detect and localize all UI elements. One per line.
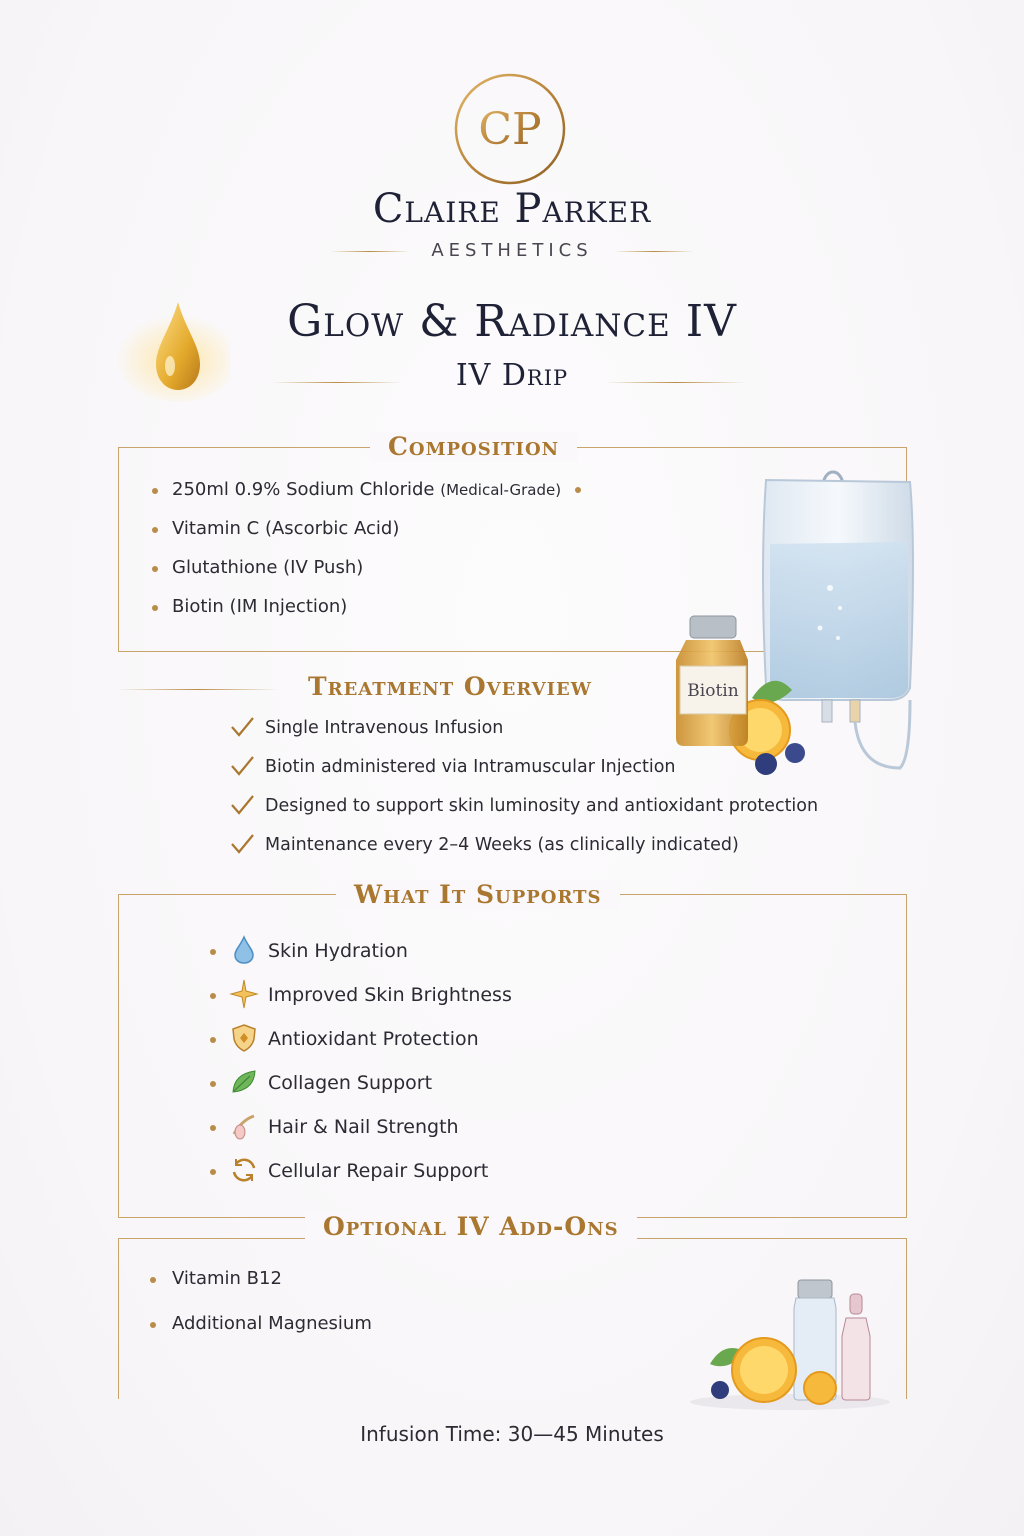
bullet-dot	[150, 1322, 156, 1328]
renew-cycle-icon	[228, 1154, 260, 1186]
list-item	[172, 479, 581, 518]
composition-list	[172, 479, 581, 635]
support-item-label: Antioxidant Protection	[268, 1028, 479, 1050]
check-icon	[229, 716, 255, 738]
treatment-title: Glow & Radiance IV	[287, 296, 737, 347]
support-item-label: Cellular Repair Support	[268, 1160, 489, 1182]
leaf-icon	[228, 1066, 260, 1098]
composition-item-note: (Medical-Grade)	[440, 481, 562, 499]
cp-monogram-logo	[453, 72, 567, 186]
bullet-dot	[152, 527, 158, 533]
bullet-dot	[210, 949, 216, 955]
list-item	[265, 718, 818, 757]
divider-line	[614, 251, 694, 252]
list-item	[172, 596, 581, 635]
check-icon	[229, 755, 255, 777]
overview-item: Maintenance every 2–4 Weeks (as clinically indicated)	[265, 835, 739, 855]
check-icon	[229, 794, 255, 816]
shield-icon	[228, 1022, 260, 1054]
addon-item: Additional Magnesium	[172, 1313, 372, 1334]
list-item	[172, 1268, 372, 1313]
divider-line	[118, 689, 278, 690]
support-item-label: Improved Skin Brightness	[268, 984, 512, 1006]
addons-list	[172, 1268, 372, 1358]
list-item	[265, 835, 818, 874]
composition-item-main: Biotin (IM Injection)	[172, 596, 348, 617]
overview-heading: Treatment Overview	[308, 672, 592, 701]
bullet-dot	[575, 487, 581, 493]
addons-heading: Optional IV Add-Ons	[305, 1212, 637, 1241]
divider-line	[606, 382, 746, 383]
vials-illustration	[680, 1278, 900, 1412]
brand-name: Claire Parker	[372, 186, 652, 232]
list-item	[265, 757, 818, 796]
bullet-dot	[152, 605, 158, 611]
support-item-label: Hair & Nail Strength	[268, 1116, 459, 1138]
overview-item: Designed to support skin luminosity and antioxidant protection	[265, 796, 819, 816]
list-item	[172, 557, 581, 596]
bullet-dot	[210, 1037, 216, 1043]
composition-item-main: Glutathione (IV Push)	[172, 557, 364, 578]
overview-item: Biotin administered via Intramuscular Injection	[265, 757, 676, 777]
support-item-label: Skin Hydration	[268, 940, 408, 962]
composition-item-main: Vitamin C (Ascorbic Acid)	[172, 518, 400, 539]
list-item	[172, 1313, 372, 1358]
bullet-dot	[150, 1277, 156, 1283]
sparkle-icon	[228, 978, 260, 1010]
bullet-dot	[210, 993, 216, 999]
monogram-text: CP	[478, 104, 542, 155]
list-item	[265, 796, 818, 835]
hair-nail-icon	[228, 1110, 260, 1142]
water-drop-icon	[228, 934, 260, 966]
treatment-subtitle: IV Drip	[455, 358, 569, 393]
overview-item: Single Intravenous Infusion	[265, 718, 504, 738]
list-item	[172, 518, 581, 557]
addon-item: Vitamin B12	[172, 1268, 282, 1289]
supports-heading: What It Supports	[336, 880, 620, 909]
bullet-dot	[152, 488, 158, 494]
bullet-dot	[210, 1169, 216, 1175]
support-item-label: Collagen Support	[268, 1072, 433, 1094]
bullet-dot	[152, 566, 158, 572]
overview-list	[265, 718, 818, 874]
brand-subtitle: AESTHETICS	[431, 240, 593, 261]
bullet-dot	[210, 1125, 216, 1131]
check-icon	[229, 833, 255, 855]
infusion-time: Infusion Time: 30—45 Minutes	[360, 1422, 664, 1446]
composition-item-main: 250ml 0.9% Sodium Chloride	[172, 479, 435, 500]
composition-heading: Composition	[370, 432, 577, 461]
vial-label: Biotin	[687, 681, 739, 701]
bullet-dot	[210, 1081, 216, 1087]
brand-subtitle-row	[330, 240, 694, 264]
